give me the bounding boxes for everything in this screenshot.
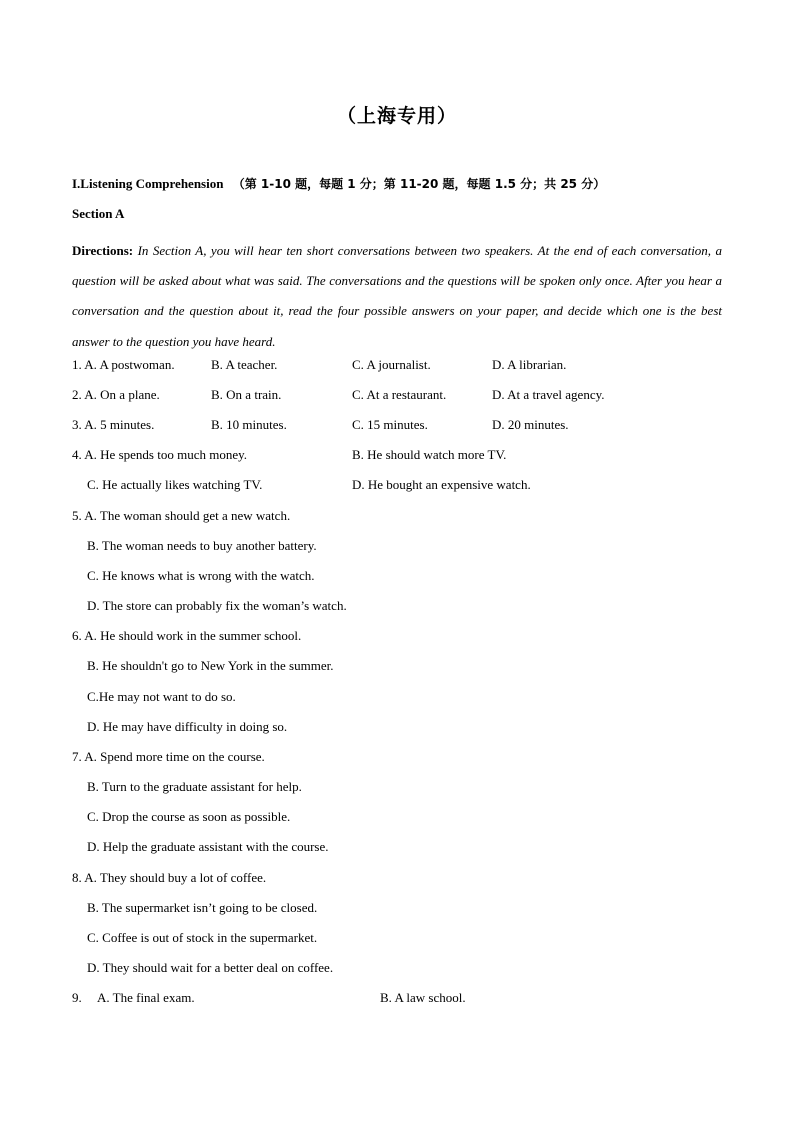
q5-option-a: 5. A. The woman should get a new watch. xyxy=(72,508,291,523)
q3-option-b: B. 10 minutes. xyxy=(211,417,287,432)
q5-option-b: B. The woman needs to buy another battery. xyxy=(87,538,317,553)
directions-text: In Section A, you will hear ten short conversations between two speakers. At the end of each conversation, a question will be asked about what was said. The conversations and the questions will be spoken only once. After you hear a conversation and the question about it, read the four possible answers on your paper, and decide which one is the best answer to the question you have heard. xyxy=(72,243,722,349)
q3-option-a: 3. A. 5 minutes. xyxy=(72,417,155,432)
q2-option-a: 2. A. On a plane. xyxy=(72,387,160,402)
q6-option-c: C.He may not want to do so. xyxy=(87,689,236,704)
q8-option-b: B. The supermarket isn’t going to be closed. xyxy=(87,900,318,915)
q1-option-d: D. A librarian. xyxy=(492,357,567,372)
q7-option-b: B. Turn to the graduate assistant for help. xyxy=(87,779,302,794)
q2-option-b: B. On a train. xyxy=(211,387,282,402)
q6-option-a: 6. A. He should work in the summer school. xyxy=(72,628,302,643)
q3-option-d: D. 20 minutes. xyxy=(492,417,569,432)
q5-option-d: D. The store can probably fix the woman’s watch. xyxy=(87,598,347,613)
q7-option-a: 7. A. Spend more time on the course. xyxy=(72,749,265,764)
q3-option-c: C. 15 minutes. xyxy=(352,417,428,432)
part-heading xyxy=(72,176,605,192)
directions-paragraph xyxy=(72,236,722,357)
q1-option-c: C. A journalist. xyxy=(352,357,431,372)
q2-option-c: C. At a restaurant. xyxy=(352,387,447,402)
q6-option-d: D. He may have difficulty in doing so. xyxy=(87,719,288,734)
directions-label: Directions: xyxy=(72,243,134,258)
part-heading-note: （第 1-10 题，每题 1 分；第 11-20 题，每题 1.5 分；共 25 分） xyxy=(232,177,606,191)
q7-option-d: D. Help the graduate assistant with the course. xyxy=(87,839,329,854)
q8-option-d: D. They should wait for a better deal on coffee. xyxy=(87,960,334,975)
q6-option-b: B. He shouldn't go to New York in the summer. xyxy=(87,658,334,673)
section-a-heading: Section A xyxy=(72,206,125,221)
q1-option-a: 1. A. A postwoman. xyxy=(72,357,175,372)
q4-option-a: 4. A. He spends too much money. xyxy=(72,447,247,462)
q8-option-a: 8. A. They should buy a lot of coffee. xyxy=(72,870,267,885)
q2-option-d: D. At a travel agency. xyxy=(492,387,605,402)
q9-option-b: B. A law school. xyxy=(380,990,466,1005)
page-title: （上海专用） xyxy=(336,105,457,127)
q4-option-c: C. He actually likes watching TV. xyxy=(87,477,263,492)
q7-option-c: C. Drop the course as soon as possible. xyxy=(87,809,291,824)
q9-option-a: A. The final exam. xyxy=(97,990,195,1005)
part-heading-label: I.Listening Comprehension xyxy=(72,176,224,191)
q4-option-b: B. He should watch more TV. xyxy=(352,447,507,462)
q8-option-c: C. Coffee is out of stock in the supermarket. xyxy=(87,930,318,945)
q9-number: 9. xyxy=(72,990,82,1005)
q4-option-d: D. He bought an expensive watch. xyxy=(352,477,531,492)
q5-option-c: C. He knows what is wrong with the watch. xyxy=(87,568,315,583)
q1-option-b: B. A teacher. xyxy=(211,357,278,372)
